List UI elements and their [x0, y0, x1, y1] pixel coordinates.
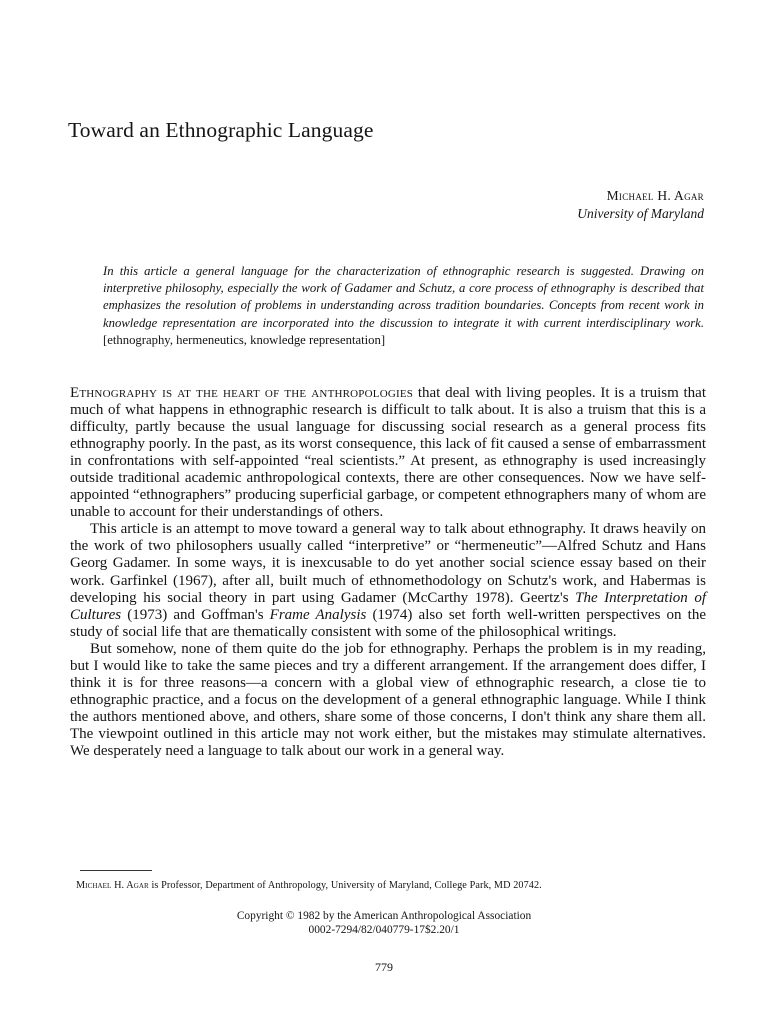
copyright-notice: [0, 909, 768, 937]
abstract: [103, 263, 704, 349]
body-paragraph-3: But somehow, none of them quite do the job for ethnography. Perhaps the problem is in my reading, but I would like to take the same pieces and try a different arrangement. If the arrangement does differ, I think it is for three reasons—a concern with a global view of ethnographic research, a close tie to ethnographic practice, and a focus on the development of a general ethnographic language. While I think the authors mentioned above, and others, share some of those concerns, I don't think any share them all. The viewpoint outlined in this article may not work either, but the mistakes may stimulate alternatives. We desperately need a language to talk about our work in a general way.: [70, 640, 706, 759]
article-title: Toward an Ethnographic Language: [68, 118, 374, 142]
page-number: 779: [375, 960, 393, 974]
footnote-text: is Professor, Department of Anthropology, University of Maryland, College Park, MD 20742.: [148, 880, 542, 891]
author-block: [577, 187, 704, 223]
footnote-divider: [80, 870, 152, 871]
author-affiliation: University of Maryland: [577, 206, 704, 221]
body-paragraph-2: [70, 521, 706, 640]
author-footnote: [76, 879, 716, 892]
paragraph-1-text: that deal with living peoples. It is a truism that much of what happens in ethnographic research is difficult to talk about. It is also a truism that this is a difficulty, partly because the usual language for discussing social research as a general process fits ethnography poorly. In the past, as its worst consequence, this lack of fit caused a sense of embarrassment in confrontations with self-appointed “real scientists.” At present, as ethnography is used increasingly outside traditional academic anthropological contexts, there are other consequences. Now we have self-appointed “ethnographers” producing superficial garbage, or competent ethnographers many of whom are unable to account for their understandings of others.: [70, 385, 707, 521]
footnote-author-name: Michael H. Agar: [76, 880, 149, 891]
paragraph-2-text-a: This article is an attempt to move toward a general way to talk about ethnography. It draws heavily on the work of two philosophers usually called “interpretive” or “hermeneutic”—Alfred Schutz and Hans Georg Gadamer. In some ways, it is inexcusable to do yet another social science essay based on their work. Garfinkel (1967), after all, built much of ethnomethodology on Schutz's work, and Habermas is developing his social theory in part using Gadamer (McCarthy 1978). Geertz's: [70, 521, 706, 606]
article-body: [70, 385, 706, 760]
lead-in-text: Ethnography is at the heart of the anthropologies: [70, 385, 414, 401]
abstract-keywords: [ethnography, hermeneutics, knowledge representation]: [103, 332, 386, 347]
citation-interpretation-of-cultures: The Interpretation of Cultures: [70, 589, 706, 623]
author-name: Michael H. Agar: [606, 188, 704, 203]
citation-frame-analysis: Frame Analysis: [269, 606, 367, 623]
issn-line: 0002-7294/82/040779-17$2.20/1: [308, 924, 460, 936]
paragraph-2-text-b: (1973) and Goffman's: [121, 606, 270, 623]
body-paragraph-1: [70, 385, 706, 521]
copyright-line: Copyright © 1982 by the American Anthropological Association: [236, 910, 532, 922]
paragraph-2-text-c: (1974) also set forth well-written perspectives on the study of social life that are thematically consistent with some of the philosophical writings.: [70, 606, 706, 640]
abstract-text: In this article a general language for the characterization of ethnographic research is suggested. Drawing on interpretive philosophy, especially the work of Gadamer and Schutz, a core process of ethnography is described that emphasizes the resolution of problems in understanding across tradition boundaries. Concepts from recent work in knowledge representation are incorporated into the discussion to integrate it with current interdisciplinary work.: [103, 264, 704, 330]
